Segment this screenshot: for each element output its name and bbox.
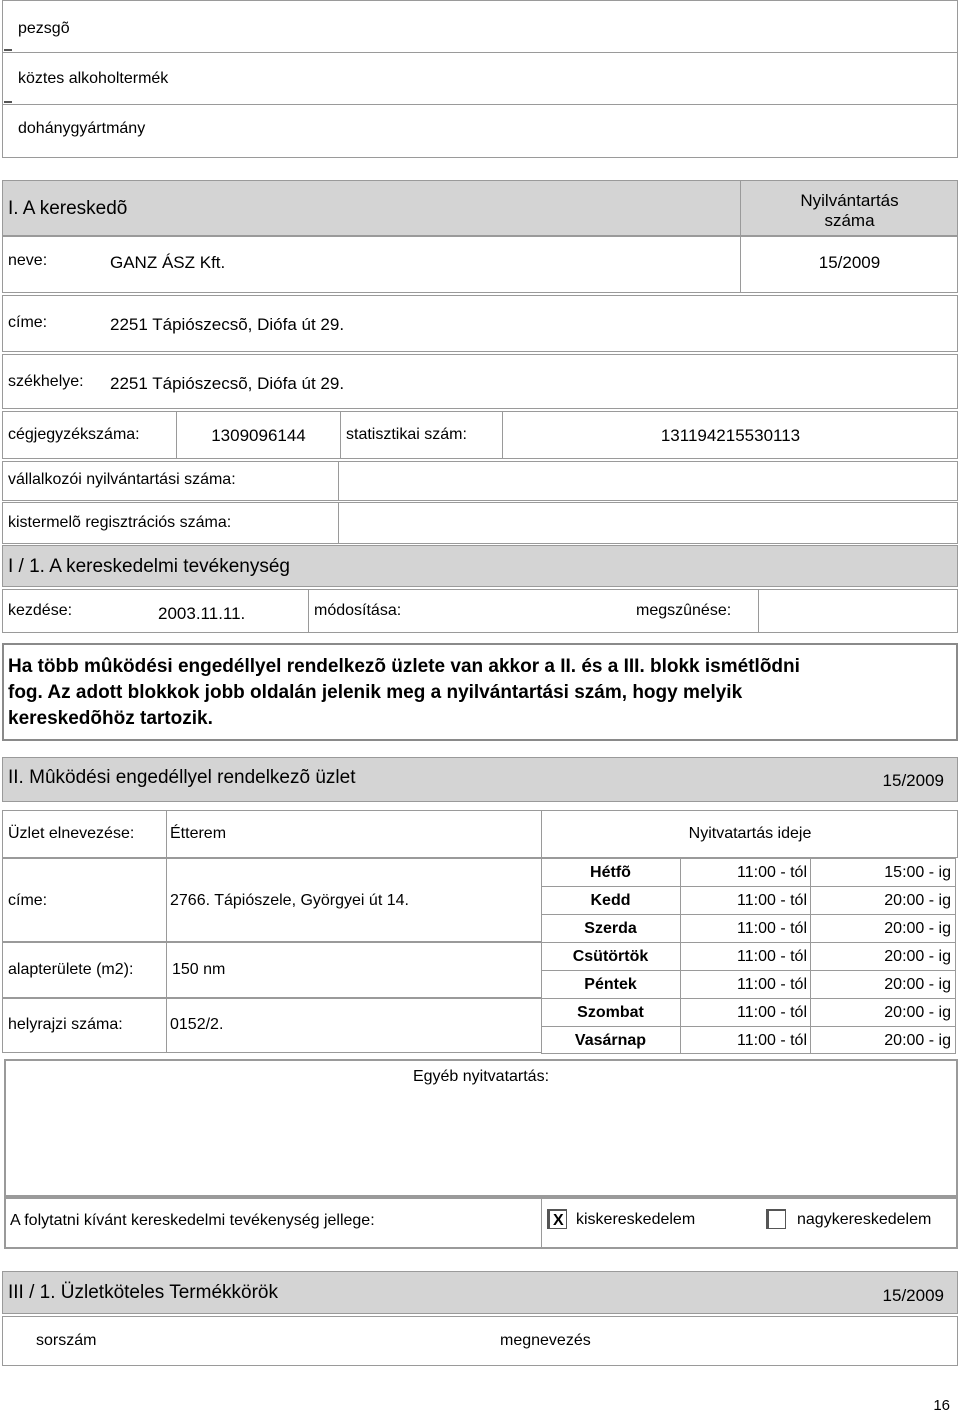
- shop-address-label: címe:: [8, 892, 48, 909]
- products-reg-number: 15/2009: [882, 1286, 944, 1305]
- activity-nature-label: A folytatni kívánt kereskedelmi tevékenység jellege:: [10, 1212, 375, 1229]
- product-item-1: pezsgõ: [18, 20, 70, 37]
- hours-day-sunday: Vasárnap: [574, 1032, 647, 1049]
- hours-from-sunday: 11:00 - tól: [737, 1032, 807, 1049]
- hours-day-monday: Hétfõ: [590, 864, 631, 881]
- hours-from-friday: 11:00 - tól: [737, 976, 807, 993]
- retail-checkbox[interactable]: [547, 1209, 567, 1229]
- hours-from-wednesday: 11:00 - tól: [737, 920, 807, 937]
- shop-reg-number: 15/2009: [882, 771, 944, 790]
- other-hours-label: Egyéb nyitvatartás:: [412, 1068, 550, 1085]
- shop-section-title: II. Mûködési engedéllyel rendelkezõ üzlet: [8, 767, 356, 788]
- reg-number-header: [741, 191, 958, 231]
- notice-line-3: kereskedõhöz tartozik.: [8, 708, 213, 729]
- company-reg-value: 1309096144: [211, 426, 306, 445]
- page-number: 16: [933, 1397, 950, 1414]
- hours-to-friday: 20:00 - ig: [884, 976, 951, 993]
- hours-day-saturday: Szombat: [577, 1004, 644, 1021]
- activity-end-label: megszûnése:: [636, 602, 732, 619]
- merchant-section-title: I. A kereskedõ: [8, 198, 128, 219]
- hours-to-wednesday: 20:00 - ig: [884, 920, 951, 937]
- company-reg-label: cégjegyzékszáma:: [8, 426, 140, 443]
- activity-start-value: 2003.11.11.: [158, 604, 246, 623]
- products-col-name: megnevezés: [500, 1332, 591, 1349]
- notice-line-1: Ha több mûködési engedéllyel rendelkezõ üzlete van akkor a II. és a III. blokk ismétlõdni: [8, 656, 800, 677]
- activity-section-title: I / 1. A kereskedelmi tevékenység: [8, 556, 290, 577]
- hours-to-sunday: 20:00 - ig: [884, 1032, 951, 1049]
- hours-day-friday: Péntek: [584, 976, 637, 993]
- hours-to-tuesday: 20:00 - ig: [884, 892, 951, 909]
- merchant-reg-number: 15/2009: [818, 253, 881, 272]
- activity-dates-row: [2, 589, 958, 633]
- retail-label: kiskereskedelem: [576, 1211, 696, 1228]
- shop-area-label: alapterülete (m2):: [8, 961, 134, 978]
- merchant-name-value: GANZ ÁSZ Kft.: [110, 253, 226, 272]
- hours-from-thursday: 11:00 - tól: [737, 948, 807, 965]
- stat-number-value: 131194215530113: [660, 426, 801, 445]
- products-col-number: sorszám: [36, 1332, 97, 1349]
- hours-day-thursday: Csütörtök: [572, 948, 649, 965]
- products-table-header: [2, 1316, 958, 1366]
- hours-day-wednesday: Szerda: [584, 920, 637, 937]
- retail-checkbox-mark: X: [553, 1212, 564, 1229]
- shop-address-value: 2766. Tápiószele, Györgyei út 14.: [170, 892, 409, 909]
- hours-from-tuesday: 11:00 - tól: [737, 892, 807, 909]
- product-item-2: köztes alkoholtermék: [18, 70, 169, 87]
- shop-lot-label: helyrajzi száma:: [8, 1016, 123, 1033]
- merchant-seat-label: székhelye:: [8, 373, 84, 390]
- hours-day-tuesday: Kedd: [590, 892, 631, 909]
- reg-header-line1: Nyilvántartás: [800, 191, 899, 210]
- shop-name-label: Üzlet elnevezése:: [8, 825, 135, 842]
- entrepreneur-label: vállalkozói nyilvántartási száma:: [8, 471, 236, 488]
- wholesale-checkbox[interactable]: [766, 1209, 786, 1229]
- activity-modified-label: módosítása:: [314, 602, 402, 619]
- hours-from-saturday: 11:00 - tól: [737, 1004, 807, 1021]
- merchant-seat-value: 2251 Tápiószecsõ, Diófa út 29.: [110, 374, 345, 393]
- notice-line-2: fog. Az adott blokkok jobb oldalán jelenik meg a nyilvántartási szám, hogy melyik: [8, 682, 743, 703]
- product-item-3: dohánygyártmány: [18, 120, 146, 137]
- hours-to-saturday: 20:00 - ig: [884, 1004, 951, 1021]
- shop-name-value: Étterem: [170, 825, 227, 842]
- stat-number-label: statisztikai szám:: [346, 426, 467, 443]
- products-section-title: III / 1. Üzletköteles Termékkörök: [8, 1282, 278, 1303]
- merchant-address-value: 2251 Tápiószecsõ, Diófa út 29.: [110, 315, 345, 334]
- opening-hours-title: Nyitvatartás ideje: [688, 825, 812, 842]
- activity-start-label: kezdése:: [8, 602, 73, 619]
- wholesale-label: nagykereskedelem: [797, 1211, 932, 1228]
- merchant-name-label: neve:: [8, 252, 48, 269]
- merchant-address-label: címe:: [8, 314, 48, 331]
- farmer-label: kistermelõ regisztrációs száma:: [8, 514, 232, 531]
- hours-to-monday: 15:00 - ig: [884, 864, 951, 881]
- shop-area-value: 150 nm: [172, 961, 226, 978]
- reg-header-line2: száma: [824, 211, 875, 230]
- hours-to-thursday: 20:00 - ig: [884, 948, 951, 965]
- hours-from-monday: 11:00 - tól: [737, 864, 807, 881]
- shop-lot-value: 0152/2.: [170, 1016, 224, 1033]
